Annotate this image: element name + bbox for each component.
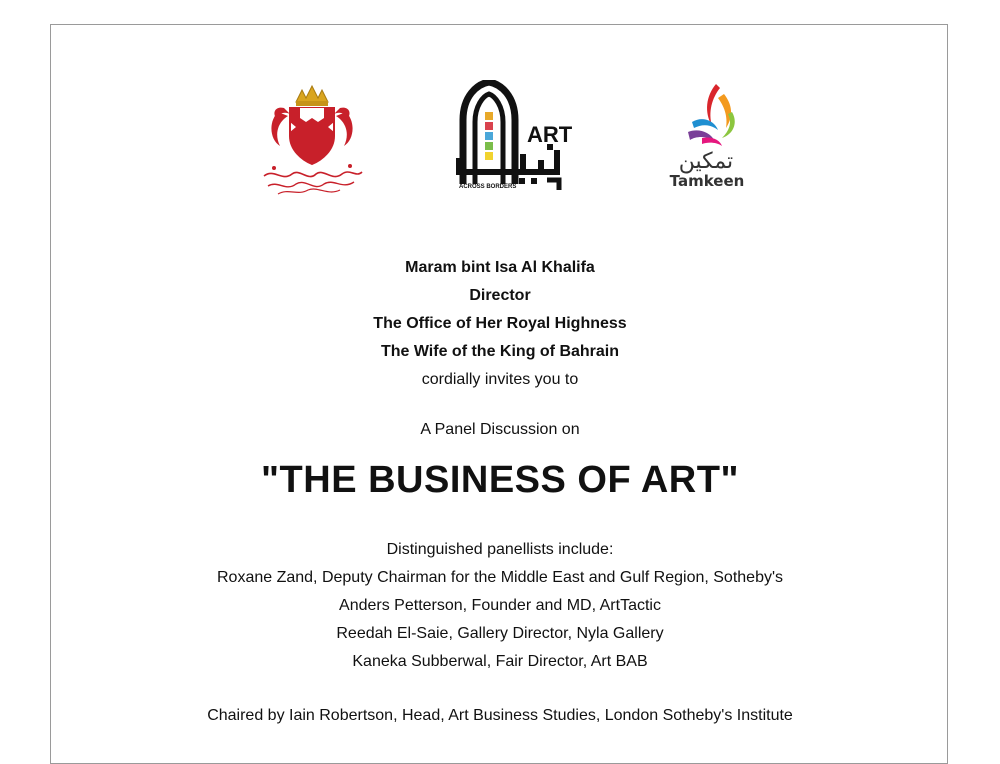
panel-block xyxy=(50,536,950,676)
event-title: "THE BUSINESS OF ART" xyxy=(261,459,739,501)
invite-text: cordially invites you to xyxy=(421,371,579,388)
chair-text: Chaired by Iain Robertson, Head, Art Business Studies, London Sotheby's Institute xyxy=(207,707,793,724)
host-name: Maram bint Isa Al Khalifa xyxy=(405,259,595,276)
host-role: Director xyxy=(469,287,531,304)
event-intro: A Panel Discussion on xyxy=(420,421,580,438)
panel-heading: Distinguished panellists include: xyxy=(386,541,614,558)
tamkeen-word: Tamkeen xyxy=(669,172,745,190)
tamkeen-logo xyxy=(662,82,752,192)
art-bahrain-logo xyxy=(455,80,575,192)
host-office-sub: The Wife of the King of Bahrain xyxy=(380,343,620,360)
panellist-item: Reedah El-Saie, Gallery Director, Nyla Gallery xyxy=(336,625,664,642)
panellist-item: Kaneka Subberwal, Fair Director, Art BAB xyxy=(352,653,648,670)
tamkeen-arabic: تمكين xyxy=(678,149,734,174)
panellist-item: Anders Petterson, Founder and MD, ArtTactic xyxy=(339,597,661,614)
host-block xyxy=(50,254,950,394)
panellist-item: Roxane Zand, Deputy Chairman for the Middle East and Gulf Region, Sotheby's xyxy=(216,569,784,586)
logo-row xyxy=(0,0,1000,200)
art-word: ART xyxy=(527,122,573,147)
art-tagline: ACROSS BORDERS xyxy=(459,184,517,190)
royal-emblem-logo xyxy=(256,82,368,198)
host-office: The Office of Her Royal Highness xyxy=(373,315,627,332)
